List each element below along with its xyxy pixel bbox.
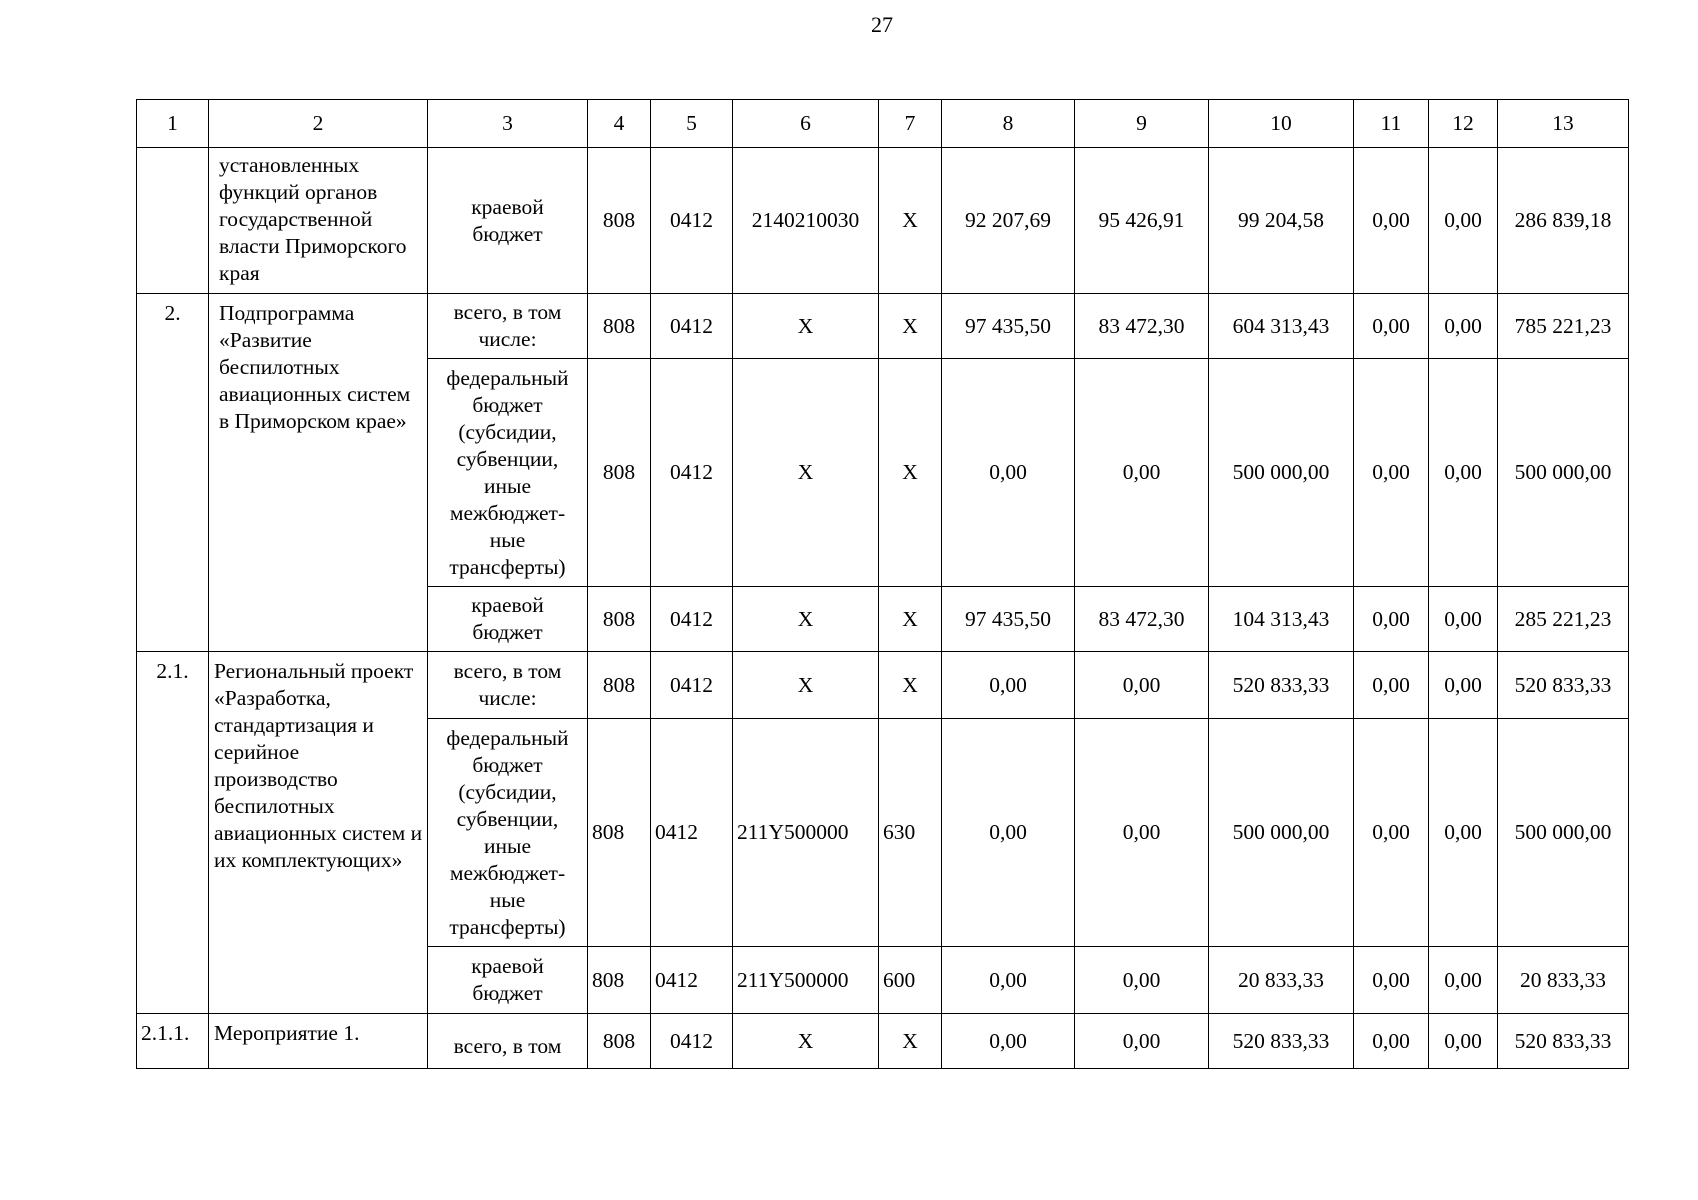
cell-c12: 0,00 (1429, 652, 1498, 719)
row-number: 2. (137, 294, 209, 652)
funding-source: федеральный бюджет (субсидии, субвенции, иные межбюджет-ные трансферты) (428, 359, 588, 587)
column-header: 13 (1498, 100, 1629, 148)
cell-c10: 604 313,43 (1209, 294, 1354, 359)
cell-c5: 0412 (651, 652, 733, 719)
cell-c10: 520 833,33 (1209, 1014, 1354, 1069)
cell-c9: 83 472,30 (1075, 587, 1209, 652)
page-number: 27 (871, 12, 893, 37)
cell-c6: X (733, 652, 879, 719)
cell-c11: 0,00 (1354, 587, 1429, 652)
cell-c5: 0412 (651, 148, 733, 294)
cell-c10: 104 313,43 (1209, 587, 1354, 652)
row-name: Подпрограмма «Развитие беспилотных авиационных систем в Приморском крае» (209, 294, 428, 652)
cell-c4: 808 (588, 148, 651, 294)
cell-c13: 20 833,33 (1498, 947, 1629, 1014)
cell-c7: X (879, 294, 942, 359)
cell-c5: 0412 (651, 359, 733, 587)
cell-c11: 0,00 (1354, 947, 1429, 1014)
table-row (137, 1014, 1629, 1069)
cell-c9: 0,00 (1075, 947, 1209, 1014)
cell-c13: 285 221,23 (1498, 587, 1629, 652)
cell-c8: 0,00 (942, 947, 1075, 1014)
cell-c5: 0412 (651, 294, 733, 359)
cell-c7: 630 (879, 719, 942, 947)
cell-c4: 808 (588, 652, 651, 719)
cell-c10: 20 833,33 (1209, 947, 1354, 1014)
cell-c5: 0412 (651, 1014, 733, 1069)
cell-c5: 0412 (651, 947, 733, 1014)
cell-c12: 0,00 (1429, 294, 1498, 359)
cell-c11: 0,00 (1354, 1014, 1429, 1069)
column-header: 10 (1209, 100, 1354, 148)
table-row (137, 294, 1629, 359)
cell-c6: X (733, 359, 879, 587)
cell-c8: 92 207,69 (942, 148, 1075, 294)
cell-c12: 0,00 (1429, 947, 1498, 1014)
column-header: 6 (733, 100, 879, 148)
column-header: 1 (137, 100, 209, 148)
cell-c4: 808 (588, 947, 651, 1014)
cell-c7: X (879, 148, 942, 294)
funding-source: краевой бюджет (428, 587, 588, 652)
funding-source: всего, в том числе: (428, 652, 588, 719)
cell-c12: 0,00 (1429, 148, 1498, 294)
table-row (137, 148, 1629, 294)
cell-c13: 286 839,18 (1498, 148, 1629, 294)
funding-source: краевой бюджет (428, 148, 588, 294)
cell-c4: 808 (588, 294, 651, 359)
cell-c4: 808 (588, 1014, 651, 1069)
row-name: установленных функций органов государственной власти Приморского края (209, 148, 428, 294)
funding-source: всего, в том (428, 1014, 588, 1069)
cell-c9: 0,00 (1075, 719, 1209, 947)
cell-c11: 0,00 (1354, 652, 1429, 719)
column-header: 11 (1354, 100, 1429, 148)
cell-c4: 808 (588, 587, 651, 652)
cell-c13: 500 000,00 (1498, 719, 1629, 947)
cell-c4: 808 (588, 359, 651, 587)
cell-c13: 500 000,00 (1498, 359, 1629, 587)
cell-c13: 520 833,33 (1498, 1014, 1629, 1069)
header-row (137, 100, 1629, 148)
cell-c9: 0,00 (1075, 1014, 1209, 1069)
cell-c8: 0,00 (942, 652, 1075, 719)
cell-c7: X (879, 652, 942, 719)
cell-c8: 97 435,50 (942, 294, 1075, 359)
cell-c5: 0412 (651, 587, 733, 652)
row-name: Региональный проект «Разработка, стандартизация и серийное производство беспилотных авиационных систем и их комплектующих» (209, 652, 428, 1014)
cell-c12: 0,00 (1429, 1014, 1498, 1069)
column-header: 3 (428, 100, 588, 148)
column-header: 9 (1075, 100, 1209, 148)
cell-c10: 500 000,00 (1209, 719, 1354, 947)
row-number: 2.1.1. (137, 1014, 209, 1069)
table-row (137, 652, 1629, 719)
funding-source: всего, в том числе: (428, 294, 588, 359)
cell-c9: 95 426,91 (1075, 148, 1209, 294)
cell-c10: 99 204,58 (1209, 148, 1354, 294)
cell-c7: X (879, 1014, 942, 1069)
column-header: 2 (209, 100, 428, 148)
cell-c8: 0,00 (942, 1014, 1075, 1069)
cell-c13: 520 833,33 (1498, 652, 1629, 719)
cell-c9: 0,00 (1075, 652, 1209, 719)
cell-c6: 211Y500000 (733, 947, 879, 1014)
column-header: 8 (942, 100, 1075, 148)
cell-c11: 0,00 (1354, 359, 1429, 587)
cell-c8: 0,00 (942, 719, 1075, 947)
cell-c10: 520 833,33 (1209, 652, 1354, 719)
cell-c7: X (879, 587, 942, 652)
cell-c7: 600 (879, 947, 942, 1014)
cell-c8: 0,00 (942, 359, 1075, 587)
cell-c12: 0,00 (1429, 719, 1498, 947)
budget-table (136, 99, 1629, 1069)
cell-c11: 0,00 (1354, 148, 1429, 294)
cell-c6: 211Y500000 (733, 719, 879, 947)
cell-c6: X (733, 1014, 879, 1069)
column-header: 7 (879, 100, 942, 148)
cell-c9: 0,00 (1075, 359, 1209, 587)
cell-c11: 0,00 (1354, 719, 1429, 947)
cell-c6: X (733, 587, 879, 652)
cell-c13: 785 221,23 (1498, 294, 1629, 359)
column-header: 12 (1429, 100, 1498, 148)
row-number (137, 148, 209, 294)
cell-c7: X (879, 359, 942, 587)
funding-source: краевой бюджет (428, 947, 588, 1014)
cell-c10: 500 000,00 (1209, 359, 1354, 587)
column-header: 4 (588, 100, 651, 148)
cell-c6: 2140210030 (733, 148, 879, 294)
cell-c8: 97 435,50 (942, 587, 1075, 652)
row-number: 2.1. (137, 652, 209, 1014)
cell-c11: 0,00 (1354, 294, 1429, 359)
cell-c12: 0,00 (1429, 587, 1498, 652)
cell-c9: 83 472,30 (1075, 294, 1209, 359)
column-header: 5 (651, 100, 733, 148)
cell-c6: X (733, 294, 879, 359)
row-name: Мероприятие 1. (209, 1014, 428, 1069)
cell-c4: 808 (588, 719, 651, 947)
cell-c5: 0412 (651, 719, 733, 947)
funding-source: федеральный бюджет (субсидии, субвенции, иные межбюджет-ные трансферты) (428, 719, 588, 947)
cell-c12: 0,00 (1429, 359, 1498, 587)
